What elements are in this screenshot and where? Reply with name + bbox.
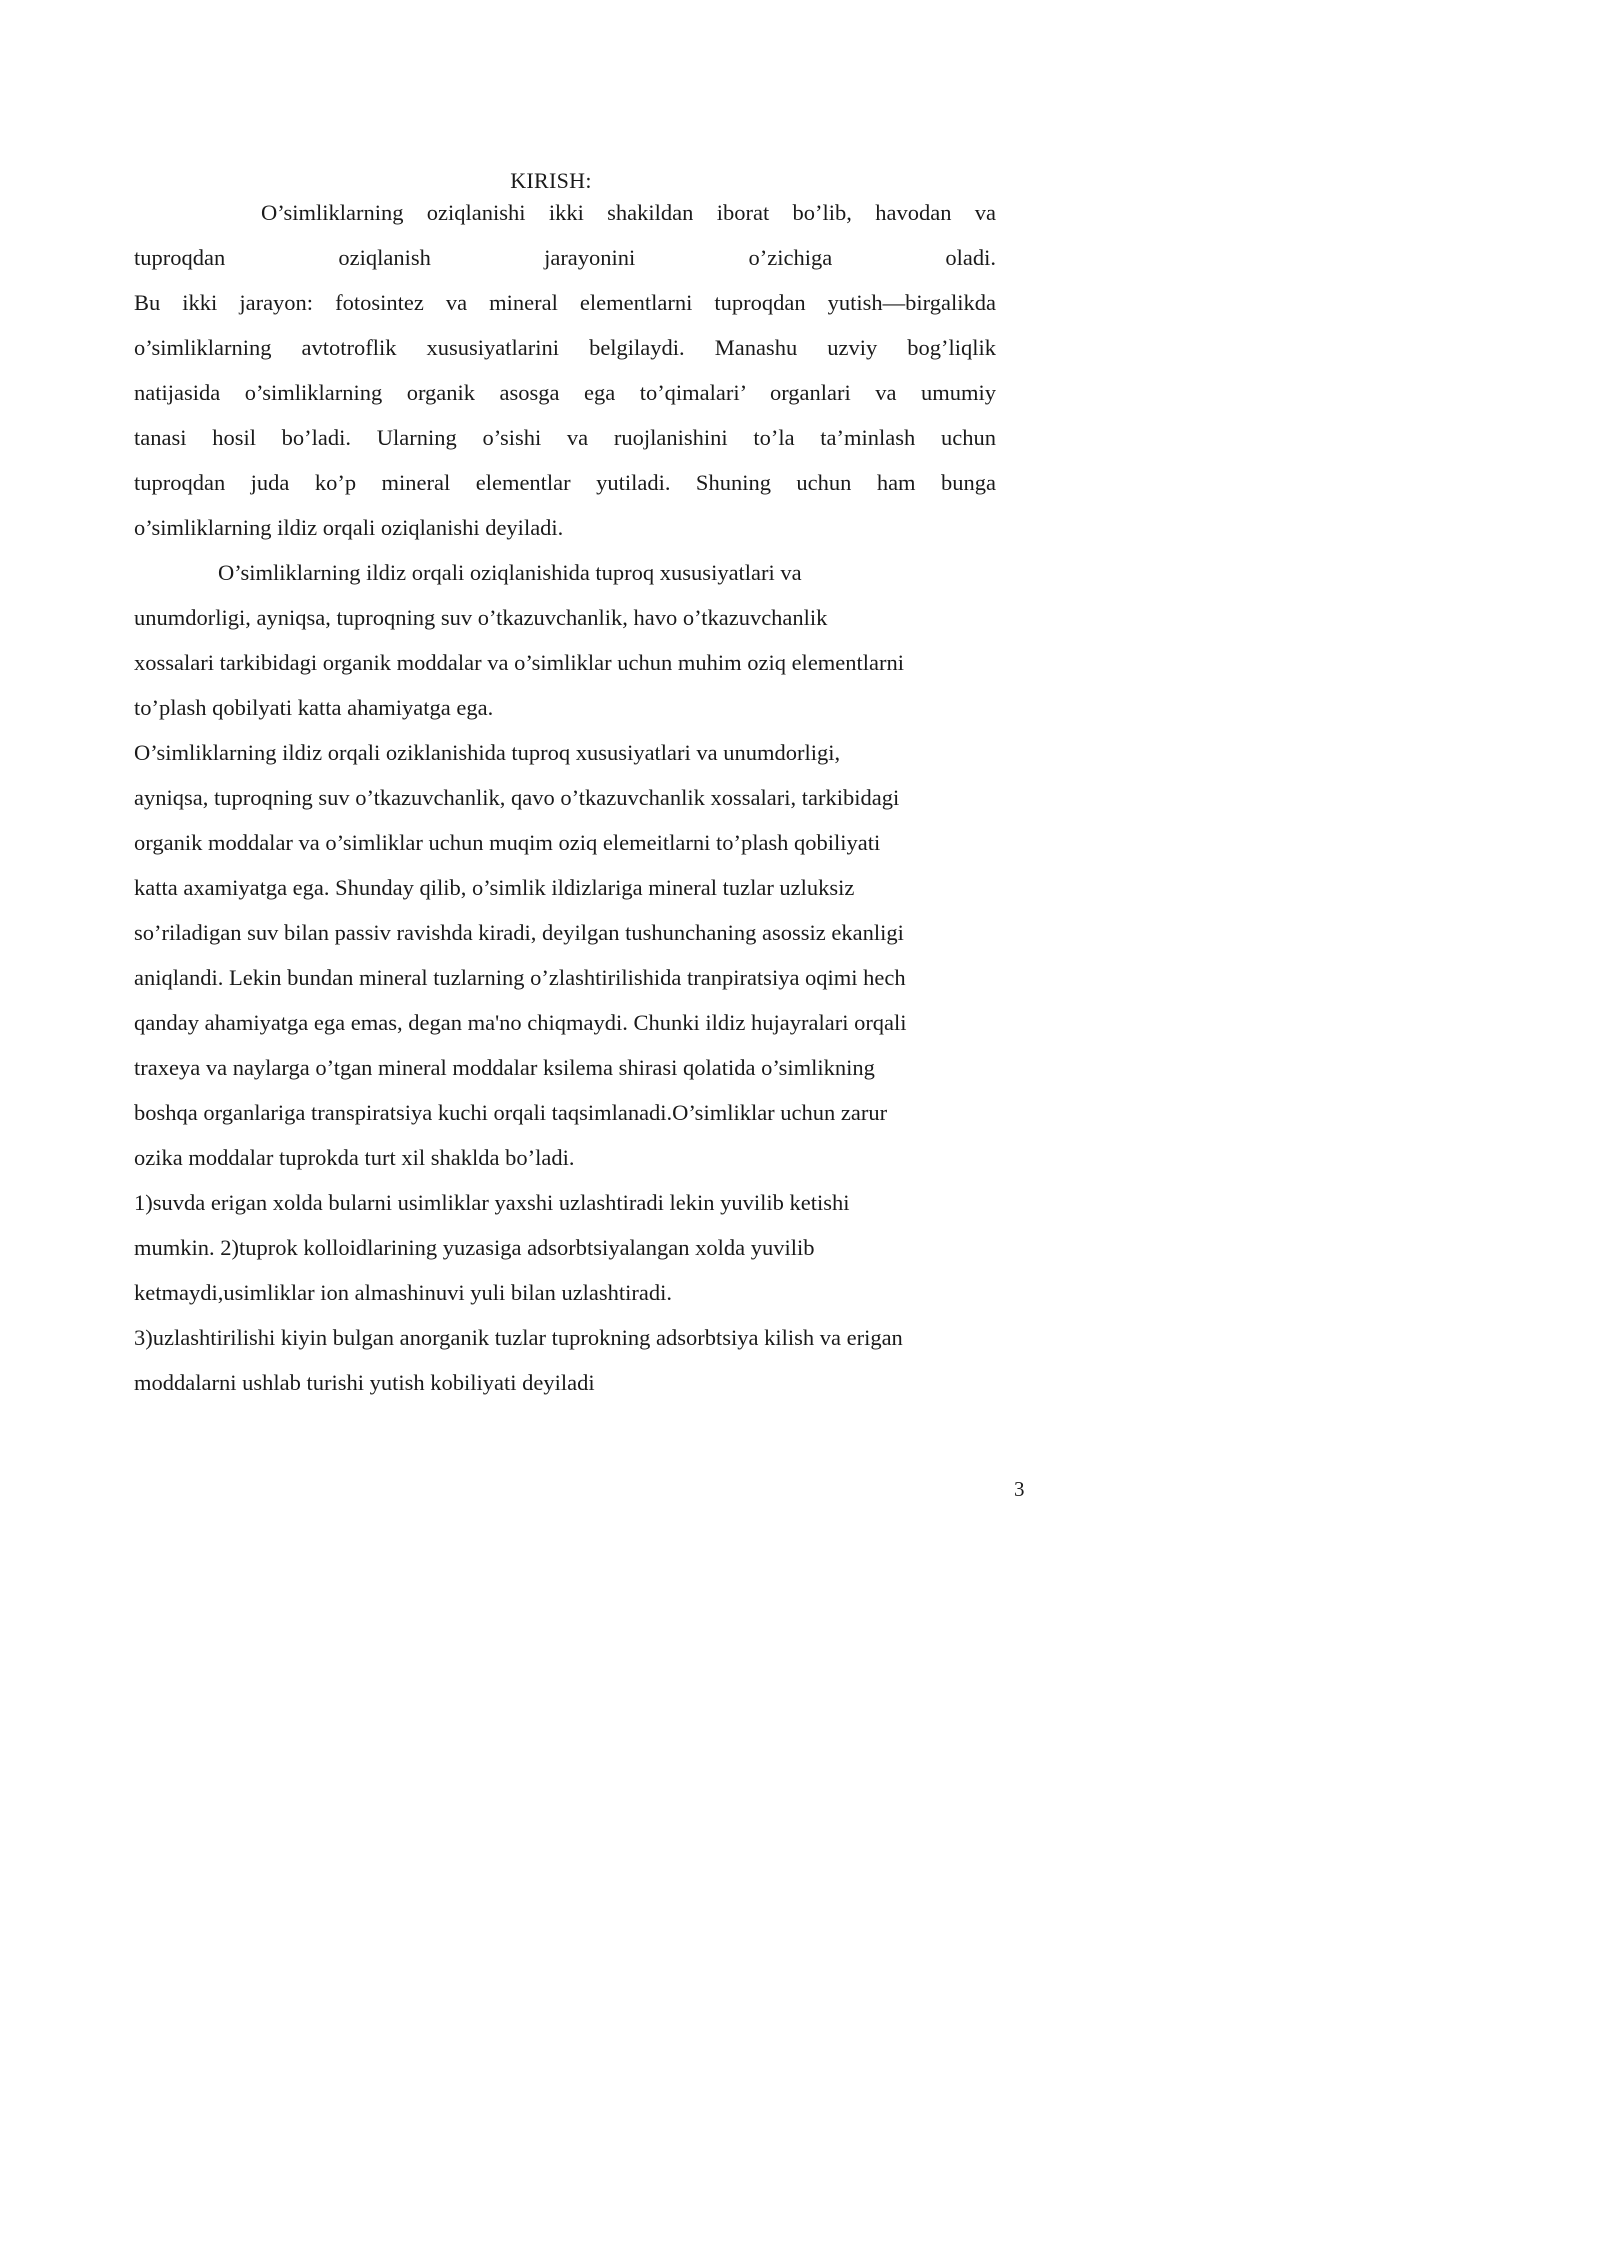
paragraph-2-line-1: O’simliklarning ildiz orqali oziqlanishida tuproq xususiyatlari va (218, 560, 802, 585)
paragraph-3-line-2: ayniqsa, tuproqning suv o’tkazuvchanlik, qavo o’tkazuvchanlik xossalari, tarkibidagi (134, 785, 900, 810)
paragraph-2-line-2: unumdorligi, ayniqsa, tuproqning suv o’tkazuvchanlik, havo o’tkazuvchanlik (134, 605, 828, 630)
paragraph-3-line-10: ozika moddalar tuprokda turt xil shaklda bo’ladi. (134, 1145, 575, 1170)
paragraph-1-line-6: tanasi hosil bo’ladi. Ularning o’sishi va ruojlanishini to’la ta’minlash uchun (134, 425, 996, 450)
section-title: KIRISH: (510, 168, 592, 193)
paragraph-1-line-2: tuproqdan oziqlanish jarayonini o’zichiga oladi. (134, 245, 996, 270)
paragraph-1-line-1: O’simliklarning oziqlanishi ikki shakildan iborat bo’lib, havodan va (261, 200, 996, 225)
paragraph-2-line-3: xossalari tarkibidagi organik moddalar va o’simliklar uchun muhim oziq elementlarni (134, 650, 905, 675)
list-line-4: 3)uzlashtirilishi kiyin bulgan anorganik tuzlar tuprokning adsorbtsiya kilish va erigan (134, 1325, 903, 1350)
paragraph-3-line-6: aniqlandi. Lekin bundan mineral tuzlarning o’zlashtirilishida tranpiratsiya oqimi hech (134, 965, 906, 990)
paragraph-3-line-3: organik moddalar va o’simliklar uchun muqim oziq elemeitlarni to’plash qobiliyati (134, 830, 881, 855)
list-line-1: 1)suvda erigan xolda bularni usimliklar yaxshi uzlashtiradi lekin yuvilib ketishi (134, 1190, 850, 1215)
paragraph-3-line-4: katta axamiyatga ega. Shunday qilib, o’simlik ildizlariga mineral tuzlar uzluksiz (134, 875, 855, 900)
paragraph-3-line-1: O’simliklarning ildiz orqali oziklanishida tuproq xususiyatlari va unumdorligi, (134, 740, 841, 765)
list-line-5: moddalarni ushlab turishi yutish kobiliyati deyiladi (134, 1370, 595, 1395)
paragraph-3-line-8: traxeya va naylarga o’tgan mineral moddalar ksilema shirasi qolatida o’simlikning (134, 1055, 875, 1080)
paragraph-1-line-3: Bu ikki jarayon: fotosintez va mineral elementlarni tuproqdan yutish—birgalikda (134, 290, 996, 315)
paragraph-2-line-4: to’plash qobilyati katta ahamiyatga ega. (134, 695, 494, 720)
paragraph-1-line-5: natijasida o’simliklarning organik asosga ega to’qimalari’ organlari va umumiy (134, 380, 996, 405)
paragraph-1-line-8: o’simliklarning ildiz orqali oziqlanishi deyiladi. (134, 515, 564, 540)
list-line-3: ketmaydi,usimliklar ion almashinuvi yuli bilan uzlashtiradi. (134, 1280, 673, 1305)
paragraph-1-line-7: tuproqdan juda ko’p mineral elementlar yutiladi. Shuning uchun ham bunga (134, 470, 996, 495)
paragraph-1-line-4: o’simliklarning avtotroflik xususiyatlarini belgilaydi. Manashu uzviy bog’liqlik (134, 335, 996, 360)
document-page (0, 0, 1102, 1558)
page-number: 3 (1014, 1477, 1025, 1501)
paragraph-3-line-5: so’riladigan suv bilan passiv ravishda kiradi, deyilgan tushunchaning asossiz ekanligi (134, 920, 904, 945)
paragraph-3-line-9: boshqa organlariga transpiratsiya kuchi orqali taqsimlanadi.O’simliklar uchun zarur (134, 1100, 888, 1125)
list-line-2: mumkin. 2)tuprok kolloidlarining yuzasiga adsorbtsiyalangan xolda yuvilib (134, 1235, 815, 1260)
paragraph-3-line-7: qanday ahamiyatga ega emas, degan ma'no chiqmaydi. Chunki ildiz hujayralari orqali (134, 1010, 907, 1035)
